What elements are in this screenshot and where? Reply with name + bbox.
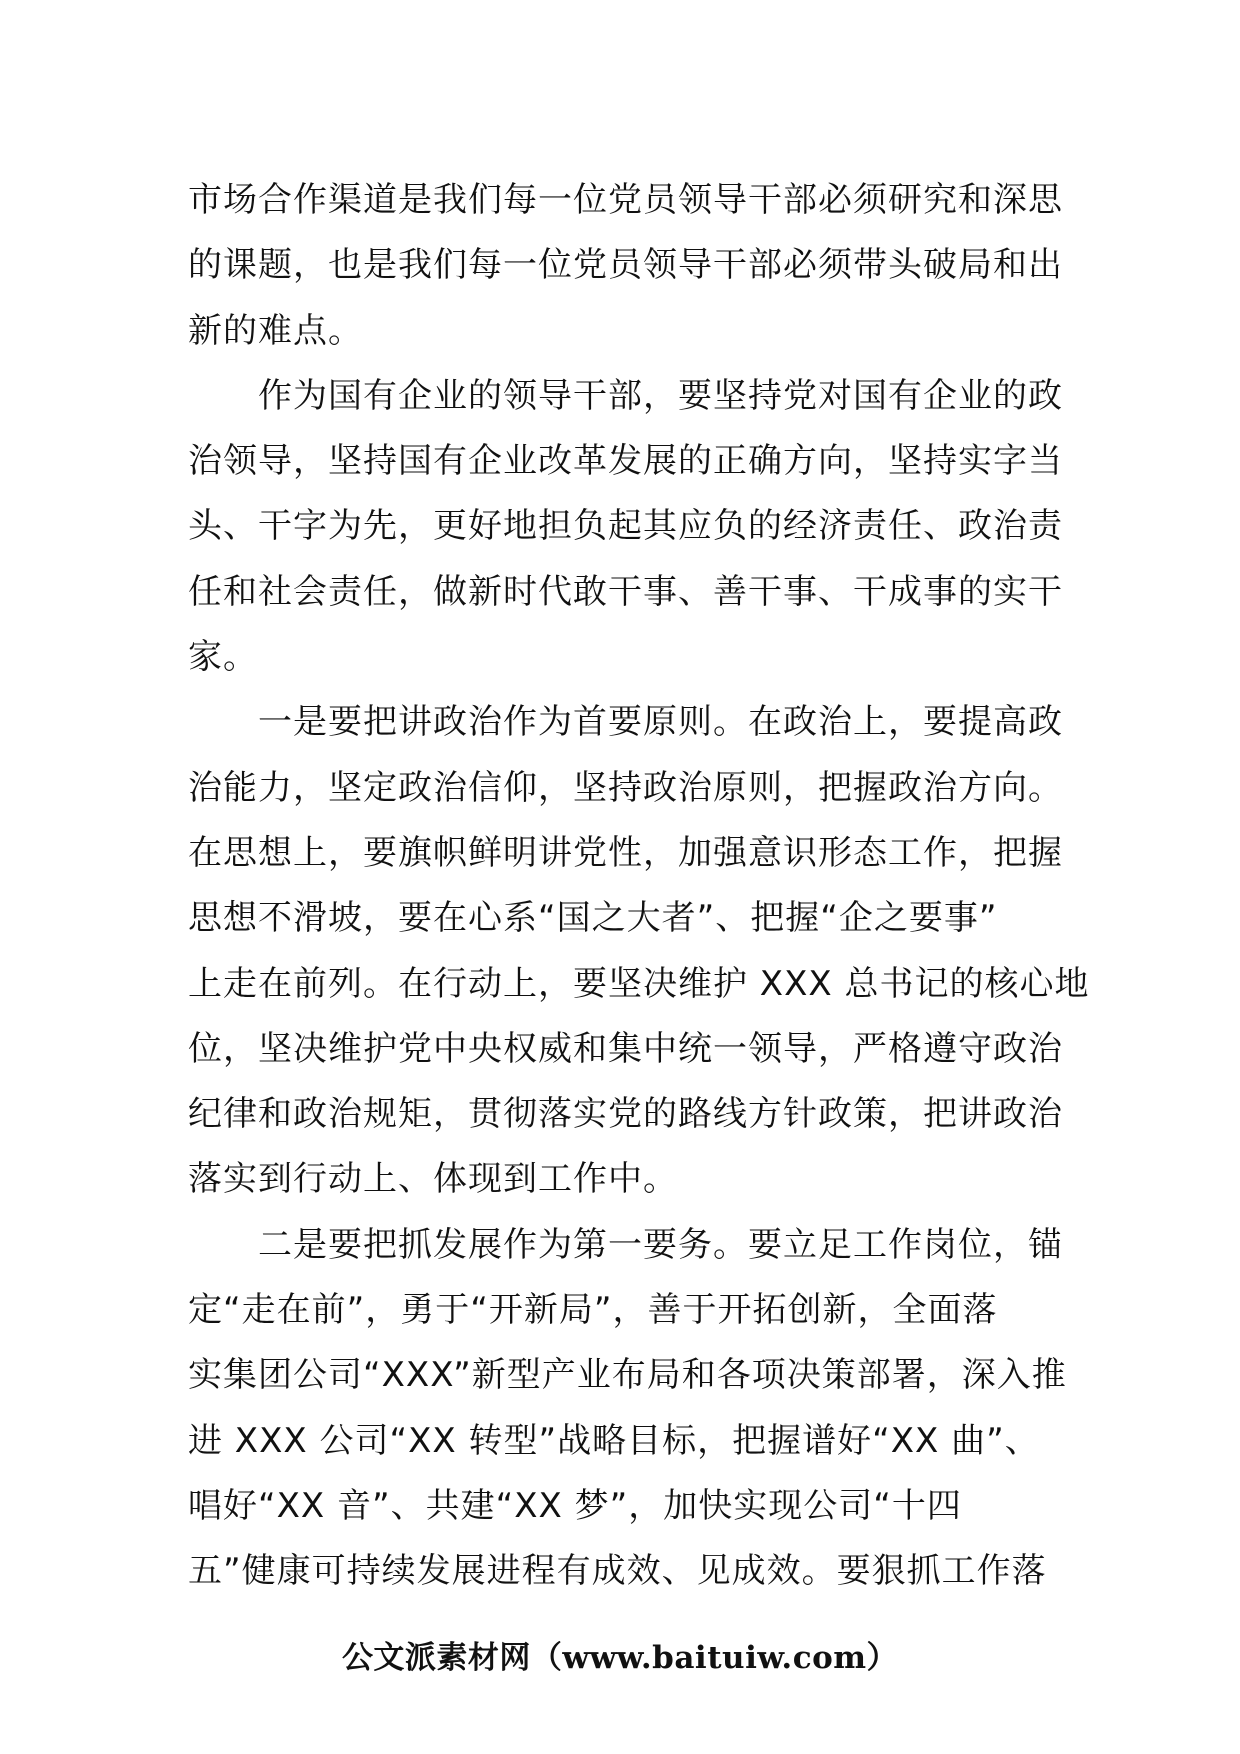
text-line: 在思想上，要旗帜鲜明讲党性，加强意识形态工作，把握 <box>188 832 1063 873</box>
text-line: 位，坚决维护党中央权威和集中统一领导，严格遵守政治 <box>188 1028 1063 1069</box>
text-line: 一是要把讲政治作为首要原则。在政治上，要提高政 <box>188 702 1063 743</box>
text-line: 定“走在前”，勇于“开新局”，善于开拓创新，全面落 <box>188 1290 998 1331</box>
text-line: 落实到行动上、体现到工作中。 <box>188 1159 678 1200</box>
text-line: 思想不滑坡，要在心系“国之大者”、把握“企之要事” <box>188 898 998 939</box>
text-line: 作为国有企业的领导干部，要坚持党对国有企业的政 <box>188 375 1063 416</box>
text-line: 家。 <box>188 637 258 678</box>
text-line: 治能力，坚定政治信仰，坚持政治原则，把握政治方向。 <box>188 767 1063 808</box>
text-line: 任和社会责任，做新时代敢干事、善干事、干成事的实干 <box>188 571 1063 612</box>
text-line: 唱好“XX 音”、共建“XX 梦”，加快实现公司“十四 <box>188 1485 962 1526</box>
text-line: 实集团公司“XXX”新型产业布局和各项决策部署，深入推 <box>188 1355 1067 1396</box>
text-line: 新的难点。 <box>188 310 363 351</box>
text-line: 治领导，坚持国有企业改革发展的正确方向，坚持实字当 <box>188 441 1063 482</box>
text-line: 的课题，也是我们每一位党员领导干部必须带头破局和出 <box>188 245 1063 286</box>
text-line: 头、干字为先，更好地担负起其应负的经济责任、政治责 <box>188 506 1063 547</box>
text-line: 纪律和政治规矩，贯彻落实党的路线方针政策，把讲政治 <box>188 1094 1063 1135</box>
text-line: 上走在前列。在行动上，要坚决维护 XXX 总书记的核心地 <box>188 963 1090 1004</box>
text-line: 二是要把抓发展作为第一要务。要立足工作岗位，锚 <box>188 1224 1063 1265</box>
text-line: 进 XXX 公司“XX 转型”战略目标，把握谱好“XX 曲”、 <box>188 1420 1040 1461</box>
footer-watermark: 公文派素材网（www.baituiw.com） <box>341 1640 899 1676</box>
text-line: 市场合作渠道是我们每一位党员领导干部必须研究和深思 <box>188 180 1063 220</box>
text-line: 五”健康可持续发展进程有成效、见成效。要狠抓工作落 <box>188 1551 1047 1592</box>
body-text <box>188 168 1090 1605</box>
